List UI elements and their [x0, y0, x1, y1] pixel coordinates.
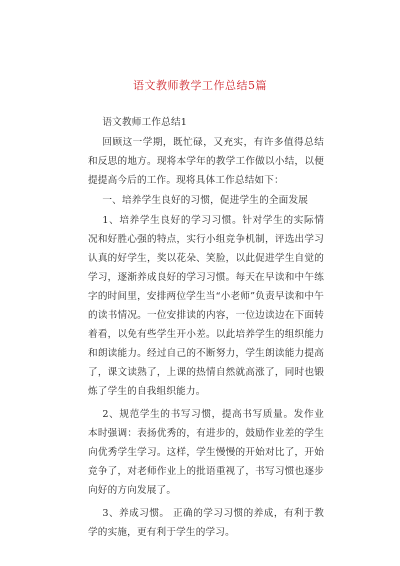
document-title: 语文教师教学工作总结5篇: [133, 79, 267, 92]
body-paragraph: 1、培养学生良好的学习习惯。针对学生的实际情况和好胜心强的特点，实行小组竞争机制，评选出学习认真的好学生，奖以花朵、笑脸，以此促进学生自觉的学习，逐渐养成良好的学习习惯。每天在早读和中午练字的时间里，安排两位学生当“小老师”负责早读和中午的读书情况。一位安排读的内容，一位边读边在下面转着看，以免有些学生开小差。以此培养学生的组织能力和朗读能力。经过自己的不断努力，学生朗读能力提高了，课文读熟了，上课的热情自然就高涨了，同时也锻炼了学生的自我组织能力。: [88, 215, 324, 397]
section-subtitle: 语文教师工作总结1: [102, 117, 188, 128]
document-body: [88, 113, 324, 543]
body-paragraph: 2、规范学生的书写习惯，提高书写质量。发作业本时强调：表扬优秀的，有进步的，鼓励作业差的学生向优秀学生学习。这样，学生慢慢的开始对比了，开始竞争了，对老师作业上的批语重视了，书写习惯也逐步向好的方向发展了。: [88, 409, 324, 496]
section-heading: 一、培养学生良好的习惯，促进学生的全面发展: [102, 195, 309, 206]
intro-paragraph: 回顾这一学期，既忙碌，又充实，有许多值得总结和反思的地方。现将本学年的教学工作做以小结，以便提提高今后的工作。现将具体工作总结如下：: [88, 137, 324, 186]
body-paragraph: 3、养成习惯。 正确的学习习惯的养成，有利于教学的实施，更有利于学生的学习。: [88, 508, 324, 538]
